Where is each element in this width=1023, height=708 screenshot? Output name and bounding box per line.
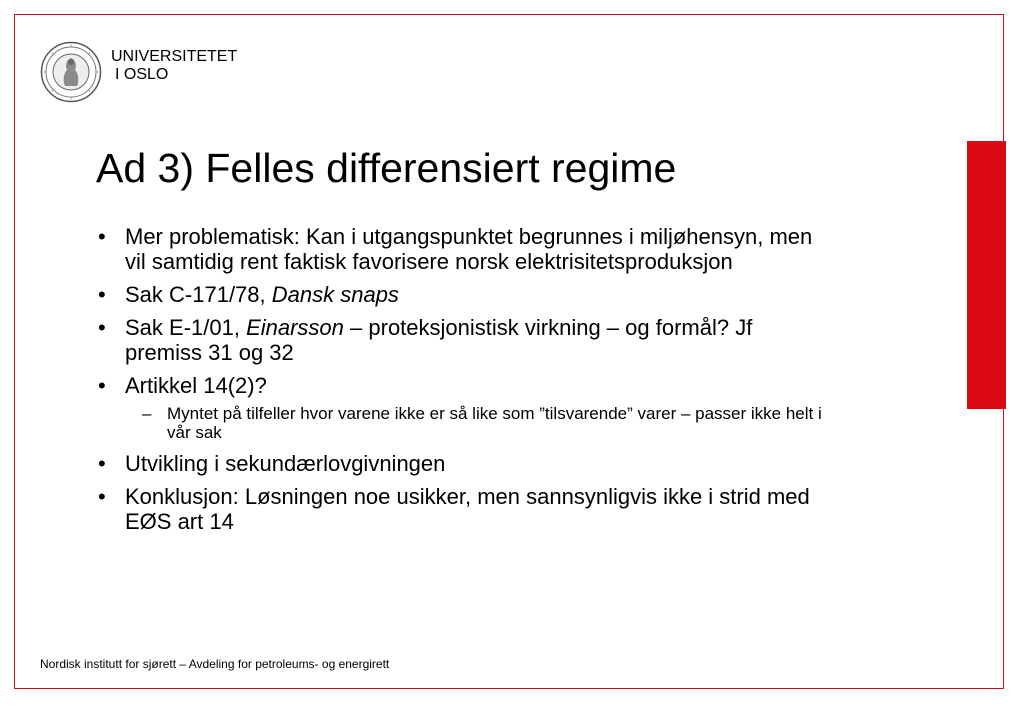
accent-bar <box>967 141 1006 409</box>
bullet-item <box>98 315 828 365</box>
bullet-text: Utvikling i sekundærlovgivningen <box>125 451 446 476</box>
bullet-text: Artikkel 14(2)? <box>125 373 267 398</box>
university-name <box>111 48 237 84</box>
sub-bullet-text: Myntet på tilfeller hvor varene ikke er så like som ”tilsvarende” varer – passer ikke helt i vår sak <box>167 404 822 442</box>
bullet-item <box>98 282 828 307</box>
slide-footer: Nordisk institutt for sjørett – Avdeling for petroleums- og energirett <box>40 657 390 671</box>
university-seal-icon <box>40 41 102 103</box>
bullet-text: Mer problematisk: Kan i utgangspunktet begrunnes i miljøhensyn, men vil samtidig rent faktisk favorisere norsk elektrisitetsproduksjon <box>125 224 813 274</box>
bullet-item <box>98 373 828 398</box>
sub-bullet-item <box>98 404 828 442</box>
bullet-text: Sak C-171/78, <box>125 282 272 307</box>
bullet-list <box>98 224 828 534</box>
bullet-text: Sak E-1/01, <box>125 315 247 340</box>
university-name-line2: I OSLO <box>115 66 169 83</box>
slide-content <box>98 224 828 542</box>
university-name-line1: UNIVERSITETET <box>111 48 238 65</box>
bullet-item <box>98 484 828 534</box>
case-name: Einarsson <box>246 315 344 340</box>
bullet-text: Konklusjon: Løsningen noe usikker, men sannsynligvis ikke i strid med EØS art 14 <box>125 484 810 534</box>
bullet-item <box>98 451 828 476</box>
slide-title: Ad 3) Felles differensiert regime <box>96 145 677 191</box>
case-name: Dansk snaps <box>271 282 399 307</box>
bullet-item <box>98 224 828 274</box>
bullet-text-rest: – proteksjonistisk virkning – og formål? Jf premiss 31 og 32 <box>125 315 753 365</box>
